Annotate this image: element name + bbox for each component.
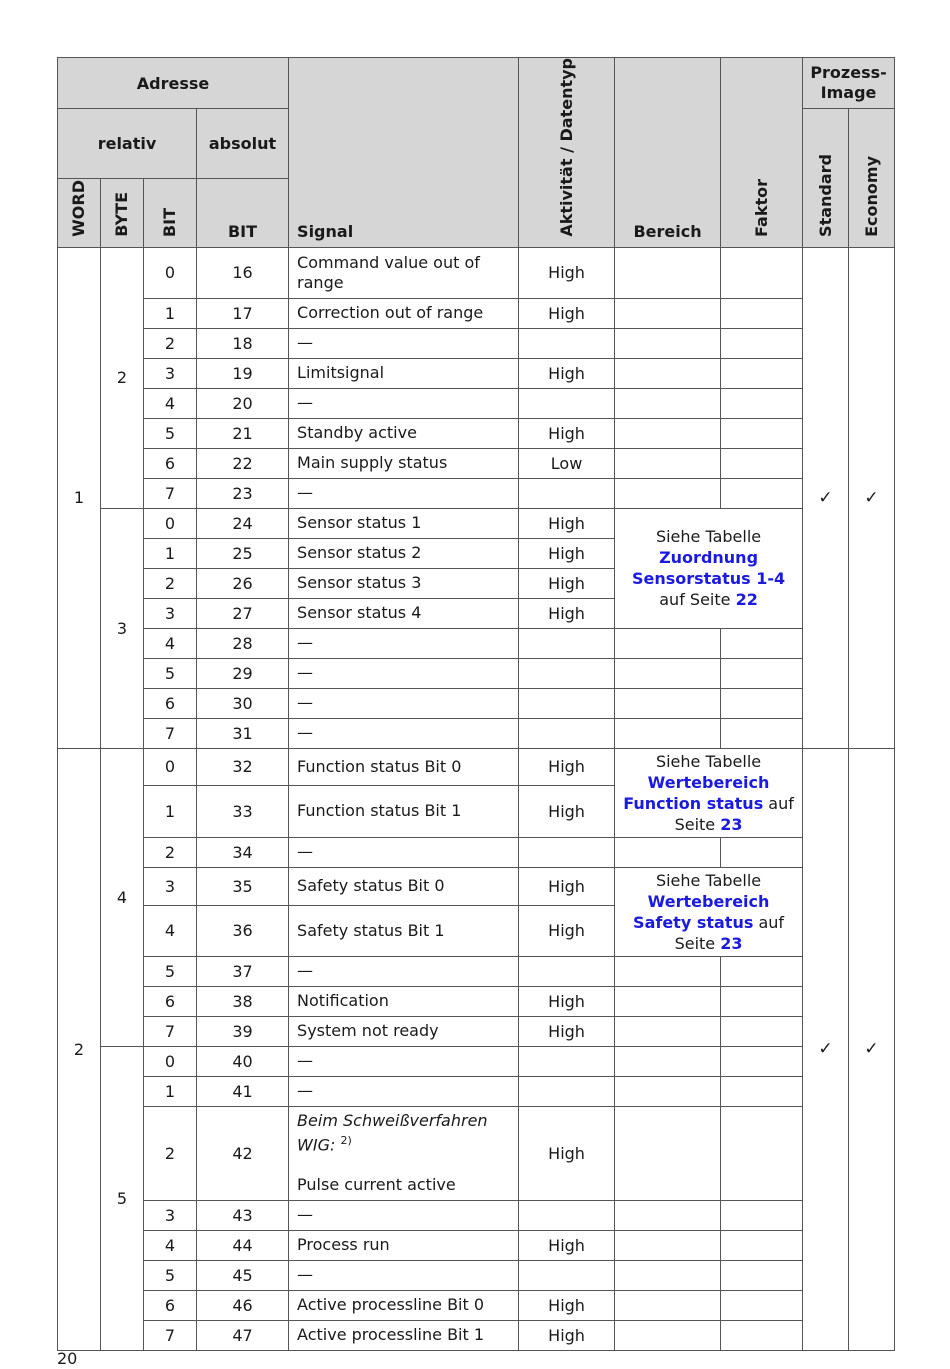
bit-abs-cell: 26 bbox=[197, 568, 289, 598]
bit-abs-cell: 31 bbox=[197, 718, 289, 748]
bit-cell: 4 bbox=[144, 905, 197, 956]
bit-cell: 6 bbox=[144, 688, 197, 718]
note-page-link[interactable]: 22 bbox=[735, 590, 758, 610]
signal-cell: — bbox=[289, 956, 519, 986]
signal-condition bbox=[297, 1111, 512, 1155]
bit-cell: 4 bbox=[144, 1230, 197, 1260]
bit-abs-cell: 27 bbox=[197, 598, 289, 628]
bit-abs-cell: 47 bbox=[197, 1320, 289, 1350]
faktor-cell bbox=[721, 718, 803, 748]
bereich-cell bbox=[615, 718, 721, 748]
aktivitaet-cell: High bbox=[519, 247, 615, 298]
aktivitaet-cell bbox=[519, 478, 615, 508]
header-relativ: relativ bbox=[58, 109, 197, 179]
bereich-cell bbox=[615, 1046, 721, 1076]
signal-cell: Command value out of range bbox=[289, 247, 519, 298]
aktivitaet-cell bbox=[519, 388, 615, 418]
bit-abs-cell: 20 bbox=[197, 388, 289, 418]
bit-cell: 7 bbox=[144, 718, 197, 748]
aktivitaet-cell: High bbox=[519, 786, 615, 837]
aktivitaet-cell: High bbox=[519, 905, 615, 956]
table-row bbox=[58, 1320, 895, 1350]
faktor-cell bbox=[721, 1046, 803, 1076]
table-row bbox=[58, 1016, 895, 1046]
faktor-cell bbox=[721, 1260, 803, 1290]
note-mid: auf Seite bbox=[674, 912, 785, 953]
bereich-cell bbox=[615, 658, 721, 688]
header-faktor: Faktor bbox=[721, 58, 803, 248]
table-row bbox=[58, 1230, 895, 1260]
signal-cell: Correction out of range bbox=[289, 298, 519, 328]
bereich-cell bbox=[615, 1016, 721, 1046]
table-row bbox=[58, 1106, 895, 1200]
table-row bbox=[58, 658, 895, 688]
aktivitaet-cell: High bbox=[519, 508, 615, 538]
note-link[interactable]: Zuordnung Sensorstatus 1-4 bbox=[631, 548, 786, 589]
bit-abs-cell: 25 bbox=[197, 538, 289, 568]
table-body bbox=[58, 247, 895, 1350]
bit-abs-cell: 24 bbox=[197, 508, 289, 538]
bereich-cell bbox=[615, 1320, 721, 1350]
table-row bbox=[58, 298, 895, 328]
note-prefix: Siehe Tabelle bbox=[655, 751, 762, 771]
bit-cell: 5 bbox=[144, 1260, 197, 1290]
note-link[interactable]: Wertebereich Function status bbox=[623, 772, 770, 813]
bit-cell: 1 bbox=[144, 786, 197, 837]
table-row bbox=[58, 358, 895, 388]
signal-cell: — bbox=[289, 1076, 519, 1106]
table-row bbox=[58, 1200, 895, 1230]
aktivitaet-cell bbox=[519, 956, 615, 986]
aktivitaet-cell bbox=[519, 1260, 615, 1290]
bit-abs-cell: 44 bbox=[197, 1230, 289, 1260]
faktor-cell bbox=[721, 1106, 803, 1200]
bit-abs-cell: 30 bbox=[197, 688, 289, 718]
bit-cell: 3 bbox=[144, 1200, 197, 1230]
bit-cell: 7 bbox=[144, 478, 197, 508]
table-row bbox=[58, 328, 895, 358]
aktivitaet-cell: High bbox=[519, 418, 615, 448]
faktor-cell bbox=[721, 1076, 803, 1106]
bereich-cell bbox=[615, 1076, 721, 1106]
bit-abs-cell: 33 bbox=[197, 786, 289, 837]
aktivitaet-cell: High bbox=[519, 748, 615, 786]
header-bit-abs: BIT bbox=[197, 178, 289, 247]
bit-cell: 2 bbox=[144, 837, 197, 867]
header-economy: Economy bbox=[849, 109, 895, 248]
faktor-cell bbox=[721, 658, 803, 688]
aktivitaet-cell bbox=[519, 718, 615, 748]
bereich-cell bbox=[615, 448, 721, 478]
standard-check-icon: ✓ bbox=[803, 247, 849, 748]
signal-cell: — bbox=[289, 658, 519, 688]
signal-cell: Active processline Bit 1 bbox=[289, 1320, 519, 1350]
table-row bbox=[58, 718, 895, 748]
aktivitaet-cell: High bbox=[519, 538, 615, 568]
bit-cell: 1 bbox=[144, 1076, 197, 1106]
faktor-cell bbox=[721, 1320, 803, 1350]
aktivitaet-cell: High bbox=[519, 1320, 615, 1350]
bereich-cell bbox=[615, 358, 721, 388]
bit-cell: 0 bbox=[144, 1046, 197, 1076]
bit-abs-cell: 35 bbox=[197, 867, 289, 905]
table-row bbox=[58, 956, 895, 986]
bit-cell: 1 bbox=[144, 298, 197, 328]
aktivitaet-cell bbox=[519, 1046, 615, 1076]
bit-abs-cell: 23 bbox=[197, 478, 289, 508]
aktivitaet-cell bbox=[519, 688, 615, 718]
signal-cell: Sensor status 1 bbox=[289, 508, 519, 538]
faktor-cell bbox=[721, 1016, 803, 1046]
signal-cell: — bbox=[289, 478, 519, 508]
bereich-cell bbox=[615, 247, 721, 298]
bit-abs-cell: 34 bbox=[197, 837, 289, 867]
bereich-cell bbox=[615, 688, 721, 718]
faktor-cell bbox=[721, 328, 803, 358]
note-prefix: Siehe Tabelle bbox=[655, 527, 762, 547]
aktivitaet-cell: High bbox=[519, 598, 615, 628]
bit-cell: 5 bbox=[144, 956, 197, 986]
bit-abs-cell: 36 bbox=[197, 905, 289, 956]
aktivitaet-cell: High bbox=[519, 1290, 615, 1320]
header-adresse: Adresse bbox=[58, 58, 289, 109]
note-page-link[interactable]: 23 bbox=[720, 814, 743, 834]
aktivitaet-cell: High bbox=[519, 986, 615, 1016]
signal-cell: — bbox=[289, 628, 519, 658]
bit-abs-cell: 43 bbox=[197, 1200, 289, 1230]
bit-cell: 0 bbox=[144, 748, 197, 786]
word-cell: 1 bbox=[58, 247, 101, 748]
faktor-cell bbox=[721, 628, 803, 658]
bit-abs-cell: 29 bbox=[197, 658, 289, 688]
bereich-note-safety bbox=[615, 867, 803, 956]
table-row bbox=[58, 388, 895, 418]
signal-cell: Standby active bbox=[289, 418, 519, 448]
bit-cell: 3 bbox=[144, 867, 197, 905]
bit-cell: 6 bbox=[144, 448, 197, 478]
byte-cell: 5 bbox=[101, 1046, 144, 1350]
bereich-cell bbox=[615, 328, 721, 358]
table-row bbox=[58, 418, 895, 448]
bit-cell: 0 bbox=[144, 508, 197, 538]
bereich-cell bbox=[615, 1230, 721, 1260]
aktivitaet-cell: High bbox=[519, 867, 615, 905]
note-mid: auf Seite bbox=[659, 590, 736, 610]
bit-abs-cell: 45 bbox=[197, 1260, 289, 1290]
signal-cell: Sensor status 3 bbox=[289, 568, 519, 598]
bit-abs-cell: 17 bbox=[197, 298, 289, 328]
faktor-cell bbox=[721, 986, 803, 1016]
aktivitaet-cell: Low bbox=[519, 448, 615, 478]
aktivitaet-cell: High bbox=[519, 568, 615, 598]
bit-cell: 2 bbox=[144, 1106, 197, 1200]
bereich-cell bbox=[615, 956, 721, 986]
signal-cell: System not ready bbox=[289, 1016, 519, 1046]
bit-abs-cell: 41 bbox=[197, 1076, 289, 1106]
table-row bbox=[58, 1046, 895, 1076]
aktivitaet-cell bbox=[519, 658, 615, 688]
signal-cell: Process run bbox=[289, 1230, 519, 1260]
faktor-cell bbox=[721, 956, 803, 986]
bereich-cell bbox=[615, 298, 721, 328]
signal-table bbox=[57, 57, 895, 1351]
header-standard: Standard bbox=[803, 109, 849, 248]
footnote-ref: 2) bbox=[340, 1133, 352, 1147]
header-bit-rel: BIT bbox=[144, 178, 197, 247]
aktivitaet-cell bbox=[519, 1200, 615, 1230]
bit-abs-cell: 32 bbox=[197, 748, 289, 786]
bereich-cell bbox=[615, 837, 721, 867]
bereich-note-sensor bbox=[615, 508, 803, 628]
faktor-cell bbox=[721, 1200, 803, 1230]
bit-cell: 5 bbox=[144, 658, 197, 688]
note-page-link[interactable]: 23 bbox=[720, 933, 743, 953]
bit-abs-cell: 18 bbox=[197, 328, 289, 358]
bit-cell: 2 bbox=[144, 568, 197, 598]
signal-condition-text: Beim Schweißverfahren WIG: bbox=[297, 1110, 488, 1155]
bit-abs-cell: 28 bbox=[197, 628, 289, 658]
aktivitaet-cell bbox=[519, 328, 615, 358]
table-row bbox=[58, 448, 895, 478]
note-mid: auf Seite bbox=[674, 793, 794, 834]
aktivitaet-cell: High bbox=[519, 358, 615, 388]
header-signal: Signal bbox=[289, 58, 519, 248]
signal-cell: Main supply status bbox=[289, 448, 519, 478]
bereich-cell bbox=[615, 388, 721, 418]
signal-cell: Safety status Bit 1 bbox=[289, 905, 519, 956]
bereich-cell bbox=[615, 986, 721, 1016]
signal-cell: — bbox=[289, 718, 519, 748]
bereich-cell bbox=[615, 1106, 721, 1200]
faktor-cell bbox=[721, 298, 803, 328]
signal-cell: Sensor status 2 bbox=[289, 538, 519, 568]
aktivitaet-cell bbox=[519, 837, 615, 867]
faktor-cell bbox=[721, 837, 803, 867]
header-aktivitaet: Aktivität / Datentyp bbox=[519, 58, 615, 248]
faktor-cell bbox=[721, 388, 803, 418]
byte-cell: 2 bbox=[101, 247, 144, 508]
header-byte: BYTE bbox=[101, 178, 144, 247]
bit-cell: 5 bbox=[144, 418, 197, 448]
bit-abs-cell: 40 bbox=[197, 1046, 289, 1076]
word-cell: 2 bbox=[58, 748, 101, 1350]
faktor-cell bbox=[721, 688, 803, 718]
byte-cell: 4 bbox=[101, 748, 144, 1046]
signal-cell: Safety status Bit 0 bbox=[289, 867, 519, 905]
bit-abs-cell: 42 bbox=[197, 1106, 289, 1200]
faktor-cell bbox=[721, 478, 803, 508]
faktor-cell bbox=[721, 247, 803, 298]
note-prefix: Siehe Tabelle bbox=[655, 870, 762, 890]
bit-cell: 3 bbox=[144, 598, 197, 628]
bereich-note-function bbox=[615, 748, 803, 837]
aktivitaet-cell bbox=[519, 628, 615, 658]
bit-cell: 3 bbox=[144, 358, 197, 388]
bit-cell: 4 bbox=[144, 388, 197, 418]
bit-cell: 6 bbox=[144, 986, 197, 1016]
bit-cell: 1 bbox=[144, 538, 197, 568]
aktivitaet-cell bbox=[519, 1076, 615, 1106]
signal-cell: — bbox=[289, 328, 519, 358]
bit-abs-cell: 39 bbox=[197, 1016, 289, 1046]
signal-cell: — bbox=[289, 1260, 519, 1290]
signal-cell: — bbox=[289, 388, 519, 418]
bereich-cell bbox=[615, 1200, 721, 1230]
header-prozess-image: Prozess-Image bbox=[803, 58, 895, 109]
bereich-cell bbox=[615, 1260, 721, 1290]
bit-abs-cell: 21 bbox=[197, 418, 289, 448]
header-word: WORD bbox=[58, 178, 101, 247]
note-link[interactable]: Wertebereich Safety status bbox=[633, 891, 770, 932]
table-row bbox=[58, 247, 895, 298]
bit-cell: 6 bbox=[144, 1290, 197, 1320]
bit-abs-cell: 38 bbox=[197, 986, 289, 1016]
signal-cell: Active processline Bit 0 bbox=[289, 1290, 519, 1320]
bereich-cell bbox=[615, 1290, 721, 1320]
bereich-cell bbox=[615, 478, 721, 508]
byte-cell: 3 bbox=[101, 508, 144, 748]
table-row bbox=[58, 1076, 895, 1106]
signal-cell bbox=[289, 1106, 519, 1200]
bit-cell: 7 bbox=[144, 1016, 197, 1046]
faktor-cell bbox=[721, 448, 803, 478]
signal-cell: — bbox=[289, 837, 519, 867]
signal-cell: — bbox=[289, 1200, 519, 1230]
aktivitaet-cell: High bbox=[519, 298, 615, 328]
bit-abs-cell: 37 bbox=[197, 956, 289, 986]
bit-cell: 7 bbox=[144, 1320, 197, 1350]
table-row bbox=[58, 628, 895, 658]
bit-abs-cell: 16 bbox=[197, 247, 289, 298]
table-row bbox=[58, 1260, 895, 1290]
table-row bbox=[58, 986, 895, 1016]
table-row bbox=[58, 837, 895, 867]
table-row bbox=[58, 1290, 895, 1320]
standard-check-icon: ✓ bbox=[803, 748, 849, 1350]
economy-check-icon: ✓ bbox=[849, 247, 895, 748]
table-row bbox=[58, 748, 895, 786]
economy-check-icon: ✓ bbox=[849, 748, 895, 1350]
faktor-cell bbox=[721, 418, 803, 448]
table-row bbox=[58, 508, 895, 538]
signal-cell: Limitsignal bbox=[289, 358, 519, 388]
signal-cell: Function status Bit 1 bbox=[289, 786, 519, 837]
signal-text: Pulse current active bbox=[297, 1175, 456, 1195]
signal-cell: Sensor status 4 bbox=[289, 598, 519, 628]
bit-cell: 4 bbox=[144, 628, 197, 658]
bit-abs-cell: 19 bbox=[197, 358, 289, 388]
bereich-cell bbox=[615, 628, 721, 658]
aktivitaet-cell: High bbox=[519, 1230, 615, 1260]
table-row bbox=[58, 478, 895, 508]
table-row bbox=[58, 688, 895, 718]
bit-abs-cell: 46 bbox=[197, 1290, 289, 1320]
aktivitaet-cell: High bbox=[519, 1016, 615, 1046]
faktor-cell bbox=[721, 358, 803, 388]
signal-cell: Notification bbox=[289, 986, 519, 1016]
bit-cell: 0 bbox=[144, 247, 197, 298]
aktivitaet-cell: High bbox=[519, 1106, 615, 1200]
signal-cell: — bbox=[289, 688, 519, 718]
table-row bbox=[58, 867, 895, 905]
bit-cell: 2 bbox=[144, 328, 197, 358]
signal-cell: Function status Bit 0 bbox=[289, 748, 519, 786]
signal-cell: — bbox=[289, 1046, 519, 1076]
faktor-cell bbox=[721, 1290, 803, 1320]
header-absolut: absolut bbox=[197, 109, 289, 179]
faktor-cell bbox=[721, 1230, 803, 1260]
header-bereich: Bereich bbox=[615, 58, 721, 248]
bit-abs-cell: 22 bbox=[197, 448, 289, 478]
bereich-cell bbox=[615, 418, 721, 448]
page-number: 20 bbox=[57, 1349, 78, 1368]
